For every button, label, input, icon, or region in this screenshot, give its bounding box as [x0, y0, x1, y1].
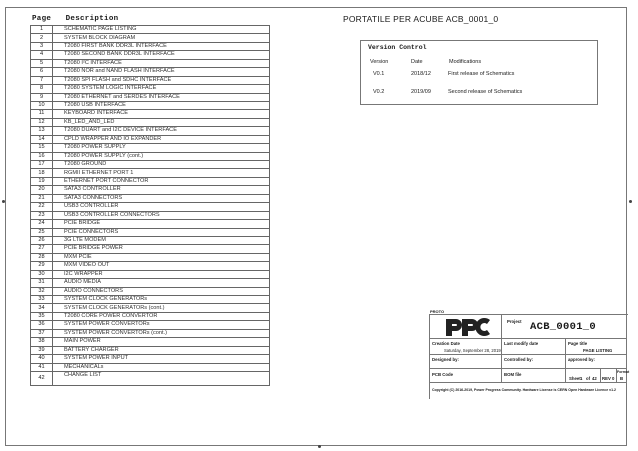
- index-row: [31, 93, 270, 101]
- index-page-number: 16: [31, 152, 53, 160]
- tb-divider: [501, 314, 502, 338]
- index-row: [31, 245, 270, 253]
- index-page-number: 8: [31, 85, 53, 93]
- pcb-code-label: PCB Code: [432, 372, 454, 377]
- rev-value: 0: [612, 376, 615, 381]
- index-row: [31, 85, 270, 93]
- project-label: Project: [507, 319, 522, 324]
- modifications-column-header: Modifications: [449, 59, 482, 65]
- copyright-notice: Copyright (C) 2016-2019, Power Progress Community. Hardware License is CERN Open Hardware Licence v1.2: [432, 388, 616, 392]
- index-page-description: T2080 FIRST BANK DDR3L INTERFACE: [53, 42, 270, 50]
- index-row: [31, 287, 270, 295]
- index-row: [31, 118, 270, 126]
- tb-row-line: [429, 382, 627, 383]
- index-row: [31, 279, 270, 287]
- document-title: PORTATILE PER ACUBE ACB_0001_0: [343, 14, 499, 24]
- index-page-description: ETHERNET PORT CONNECTOR: [53, 177, 270, 185]
- index-page-description: T2080 USB INTERFACE: [53, 101, 270, 109]
- index-page-description: T2080 SYSTEM LOGIC INTERFACE: [53, 85, 270, 93]
- index-row: [31, 101, 270, 109]
- index-row: [31, 262, 270, 270]
- index-page-description: SCHEMATIC PAGE LISTING: [53, 26, 270, 34]
- index-row: [31, 296, 270, 304]
- bom-file-label: BOM file: [504, 372, 522, 377]
- index-page-number: 36: [31, 321, 53, 329]
- index-page-description: PCIE BRIDGE POWER: [53, 245, 270, 253]
- of-value: 42: [592, 376, 597, 381]
- frame-marker: [318, 445, 321, 448]
- tb-row-line: [429, 368, 627, 369]
- index-page-description: T2080 POWER SUPPLY: [53, 144, 270, 152]
- proto-label: PROTO: [430, 309, 445, 314]
- index-page-description: T2080 GROUND: [53, 161, 270, 169]
- index-row: [31, 34, 270, 42]
- index-page-number: 17: [31, 161, 53, 169]
- project-value: ACB_0001_0: [530, 321, 597, 333]
- index-page-number: 23: [31, 211, 53, 219]
- index-page-number: 40: [31, 355, 53, 363]
- date-column-header: Date: [411, 59, 423, 65]
- index-page-number: 30: [31, 270, 53, 278]
- page-column-header: Page: [32, 15, 52, 23]
- index-page-number: 10: [31, 101, 53, 109]
- index-page-number: 29: [31, 262, 53, 270]
- index-page-number: 6: [31, 68, 53, 76]
- index-row: [31, 135, 270, 143]
- index-row: [31, 363, 270, 371]
- index-page-number: 35: [31, 312, 53, 320]
- frame-marker: [2, 200, 5, 203]
- index-page-number: 26: [31, 236, 53, 244]
- tb-row-line: [429, 354, 627, 355]
- index-row: [31, 59, 270, 67]
- index-page-description: AUDIO MEDIA: [53, 279, 270, 287]
- ppc-logo-graphic: [444, 316, 492, 338]
- index-row: [31, 169, 270, 177]
- index-row: [31, 76, 270, 84]
- index-row: [31, 127, 270, 135]
- index-page-number: 22: [31, 203, 53, 211]
- index-row: [31, 329, 270, 337]
- index-row: [31, 26, 270, 34]
- index-page-description: SATA3 CONNECTORS: [53, 194, 270, 202]
- tb-divider: [565, 338, 566, 382]
- sheet-label: Sheet: [569, 376, 581, 381]
- index-page-description: T2080 POWER SUPPLY (cont.): [53, 152, 270, 160]
- index-page-description: SYSTEM BLOCK DIAGRAM: [53, 34, 270, 42]
- index-page-description: T2080 SECOND BANK DDR3L INTERFACE: [53, 51, 270, 59]
- index-row: [31, 203, 270, 211]
- tb-row-line: [429, 338, 627, 339]
- index-page-number: 7: [31, 76, 53, 84]
- index-page-description: BATTERY CHARGER: [53, 346, 270, 354]
- index-page-number: 1: [31, 26, 53, 34]
- index-page-number: 41: [31, 363, 53, 371]
- index-page-number: 19: [31, 177, 53, 185]
- index-page-description: USB3 CONTROLLER: [53, 203, 270, 211]
- index-page-number: 33: [31, 296, 53, 304]
- designed-by-label: Designed by:: [432, 357, 459, 362]
- page-index-table: [30, 25, 270, 386]
- index-row: [31, 253, 270, 261]
- index-page-number: 32: [31, 287, 53, 295]
- index-page-number: 12: [31, 118, 53, 126]
- index-page-description: RGMII ETHERNET PORT 1: [53, 169, 270, 177]
- page-title-label: Page title: [568, 341, 588, 346]
- sheet-value: 1: [580, 376, 583, 381]
- index-page-description: SYSTEM CLOCK GENERATORs: [53, 296, 270, 304]
- last-modify-date-label: Last modify date: [504, 341, 539, 346]
- index-page-number: 21: [31, 194, 53, 202]
- index-page-number: 11: [31, 110, 53, 118]
- index-page-number: 42: [31, 371, 53, 385]
- index-row: [31, 51, 270, 59]
- index-row: [31, 152, 270, 160]
- page-title-value: PAGE LISTING: [583, 348, 613, 353]
- index-page-description: PCIE BRIDGE: [53, 220, 270, 228]
- index-page-description: USB3 CONTROLLER CONNECTORS: [53, 211, 270, 219]
- index-page-description: CPLD WRAPPER AND IO EXPANDER: [53, 135, 270, 143]
- format-label: Format: [617, 370, 630, 374]
- version-row-1-modifications: First release of Schematics: [448, 71, 515, 77]
- rev-label: REV: [602, 376, 611, 381]
- index-row: [31, 355, 270, 363]
- index-page-description: SYSTEM POWER CONVERTORs: [53, 321, 270, 329]
- of-label: of: [586, 376, 591, 381]
- index-page-number: 15: [31, 144, 53, 152]
- index-page-number: 5: [31, 59, 53, 67]
- index-page-number: 3: [31, 42, 53, 50]
- index-page-number: 18: [31, 169, 53, 177]
- index-page-description: I2C WRAPPER: [53, 270, 270, 278]
- version-row-2-version: V0.2: [373, 89, 385, 95]
- description-column-header: Description: [65, 15, 119, 23]
- version-row-2-date: 2019/09: [411, 89, 431, 95]
- version-row-2-modifications: Second release of Schematics: [448, 89, 523, 95]
- index-page-description: PCIE CONNECTORS: [53, 228, 270, 236]
- index-page-number: 24: [31, 220, 53, 228]
- index-page-description: AUDIO CONNECTORS: [53, 287, 270, 295]
- approved-by-label: approved by:: [568, 357, 595, 362]
- index-page-description: T2080 I²C INTERFACE: [53, 59, 270, 67]
- index-page-description: SYSTEM CLOCK GENERATORs (cont.): [53, 304, 270, 312]
- index-row: [31, 177, 270, 185]
- creation-date-label: Creation Date: [432, 341, 460, 346]
- frame-marker: [629, 200, 632, 203]
- index-page-description: MXM VIDEO OUT: [53, 262, 270, 270]
- index-page-description: MECHANICALs: [53, 363, 270, 371]
- ppc-logo: [444, 316, 492, 338]
- index-row: [31, 236, 270, 244]
- tb-divider: [600, 368, 601, 382]
- index-page-description: T2080 SPI FLASH and SDHC INTERFACE: [53, 76, 270, 84]
- index-row: [31, 194, 270, 202]
- index-page-number: 9: [31, 93, 53, 101]
- index-row: [31, 228, 270, 236]
- index-row: [31, 144, 270, 152]
- index-row: [31, 42, 270, 50]
- creation-date-value: Saturday, September 28, 2019: [444, 348, 501, 353]
- index-row: [31, 270, 270, 278]
- index-page-number: 13: [31, 127, 53, 135]
- index-page-description: MAIN POWER: [53, 338, 270, 346]
- index-row: [31, 68, 270, 76]
- index-page-description: SYSTEM POWER INPUT: [53, 355, 270, 363]
- index-page-description: T2080 ETHERNET and SERDES INTERFACE: [53, 93, 270, 101]
- index-page-number: 25: [31, 228, 53, 236]
- index-page-number: 4: [31, 51, 53, 59]
- index-page-number: 2: [31, 34, 53, 42]
- index-page-description: SATA3 CONTROLLER: [53, 186, 270, 194]
- tb-divider: [501, 338, 502, 382]
- index-page-description: SYSTEM POWER CONVERTORs (cont.): [53, 329, 270, 337]
- controlled-by-label: Controlled by:: [504, 357, 534, 362]
- format-value: B: [620, 376, 624, 381]
- index-page-description: T2080 CORE POWER CONVERTOR: [53, 312, 270, 320]
- index-page-description: T2080 DUART and I2C DEVICE INTERFACE: [53, 127, 270, 135]
- index-page-description: 3G LTE MODEM: [53, 236, 270, 244]
- index-page-description: KB_LED_AND_LED: [53, 118, 270, 126]
- index-row: [31, 371, 270, 385]
- version-control-title: Version Control: [368, 44, 427, 51]
- index-row: [31, 312, 270, 320]
- index-page-number: 31: [31, 279, 53, 287]
- index-page-number: 37: [31, 329, 53, 337]
- version-row-1-version: V0.1: [373, 71, 385, 77]
- index-page-number: 20: [31, 186, 53, 194]
- index-row: [31, 161, 270, 169]
- index-row: [31, 110, 270, 118]
- index-page-number: 27: [31, 245, 53, 253]
- index-row: [31, 211, 270, 219]
- index-page-description: MXM PCIE: [53, 253, 270, 261]
- index-row: [31, 186, 270, 194]
- index-row: [31, 346, 270, 354]
- index-page-number: 28: [31, 253, 53, 261]
- page-index-header: [32, 15, 118, 23]
- index-page-description: KEYBOARD INTERFACE: [53, 110, 270, 118]
- index-row: [31, 304, 270, 312]
- index-page-number: 14: [31, 135, 53, 143]
- version-column-header: Version: [370, 59, 389, 65]
- index-page-number: 39: [31, 346, 53, 354]
- index-page-description: CHANGE LIST: [53, 371, 270, 385]
- index-page-description: T2080 NOR and NAND FLASH INTERFACE: [53, 68, 270, 76]
- index-row: [31, 321, 270, 329]
- index-page-number: 38: [31, 338, 53, 346]
- index-row: [31, 220, 270, 228]
- index-row: [31, 338, 270, 346]
- version-row-1-date: 2018/12: [411, 71, 431, 77]
- index-page-number: 34: [31, 304, 53, 312]
